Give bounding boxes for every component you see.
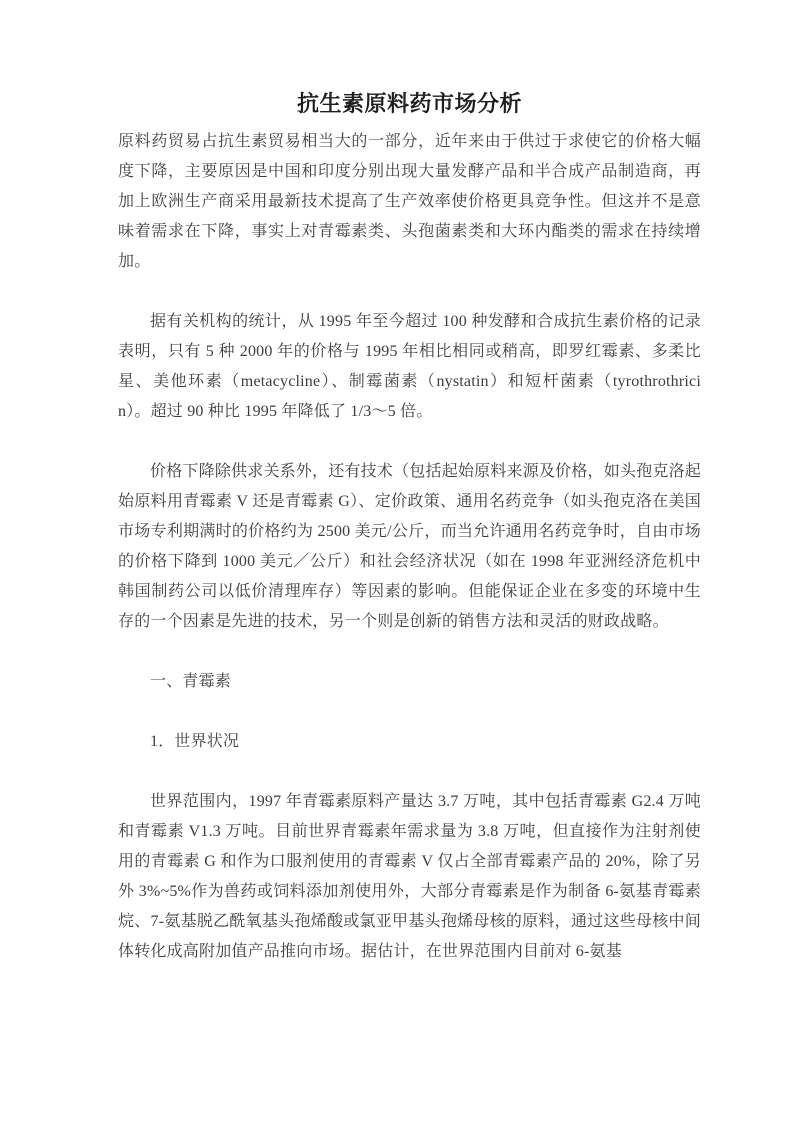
- paragraph-world-status: 世界范围内，1997 年青霉素原料产量达 3.7 万吨，其中包括青霉素 G2.4 万吨和青霉素 V1.3 万吨。目前世界青霉素年需求量为 3.8 万吨，但直接作为注射剂使用的青霉素 G 和作为口服剂使用的青霉素 V 仅占全部青霉素产品的 20%，除了另外 3%~5%作为兽药或饲料添加剂使用外，大部分青霉素是作为制备 6-氨基青霉素烷、7-氨基脱乙酰氧基头孢烯酸或氯亚甲基头孢烯母核的原料，通过这些母核中间体转化成高附加值产品推向市场。据估计，在世界范围内目前对 6-氨基: [118, 793, 701, 960]
- document-title: 抗生素原料药市场分析: [296, 91, 522, 116]
- paragraph-price-factors: 价格下降除供求关系外，还有技术（包括起始原料来源及价格，如头孢克洛起始原料用青霉素 V 还是青霉素 G）、定价政策、通用名药竞争（如头孢克洛在美国市场专利期满时的价格约为 2500 美元/公斤，而当允许通用名药竞争时，自由市场的价格下降到 1000 美元／公斤）和社会经济状况（如在 1998 年亚洲经济危机中韩国制药公司以低价清理库存）等因素的影响。但能保证企业在多变的环境中生存的一个因素是先进的技术，另一个则是创新的销售方法和灵活的财政战略。: [118, 463, 701, 630]
- paragraph-price-statistics: 据有关机构的统计，从 1995 年至今超过 100 种发酵和合成抗生素价格的记录表明，只有 5 种 2000 年的价格与 1995 年相比相同或稍高，即罗红霉素、多柔比星、美他环素（metacycline）、制霉菌素（nystatin）和短杆菌素（tyrothrothricin）。超过 90 种比 1995 年降低了 1/3～5 倍。: [118, 313, 701, 420]
- paragraph-intro: 原料药贸易占抗生素贸易相当大的一部分，近年来由于供过于求使它的价格大幅度下降，主要原因是中国和印度分别出现大量发酵产品和半合成产品制造商，再加上欧洲生产商采用最新技术提高了生产效率使价格更具竞争性。但这并不是意味着需求在下降，事实上对青霉素类、头孢菌素类和大环内酯类的需求在持续增加。: [118, 133, 701, 270]
- section-heading-penicillin: 一、青霉素: [150, 673, 232, 690]
- subsection-heading-world-status: 1．世界状况: [150, 733, 240, 750]
